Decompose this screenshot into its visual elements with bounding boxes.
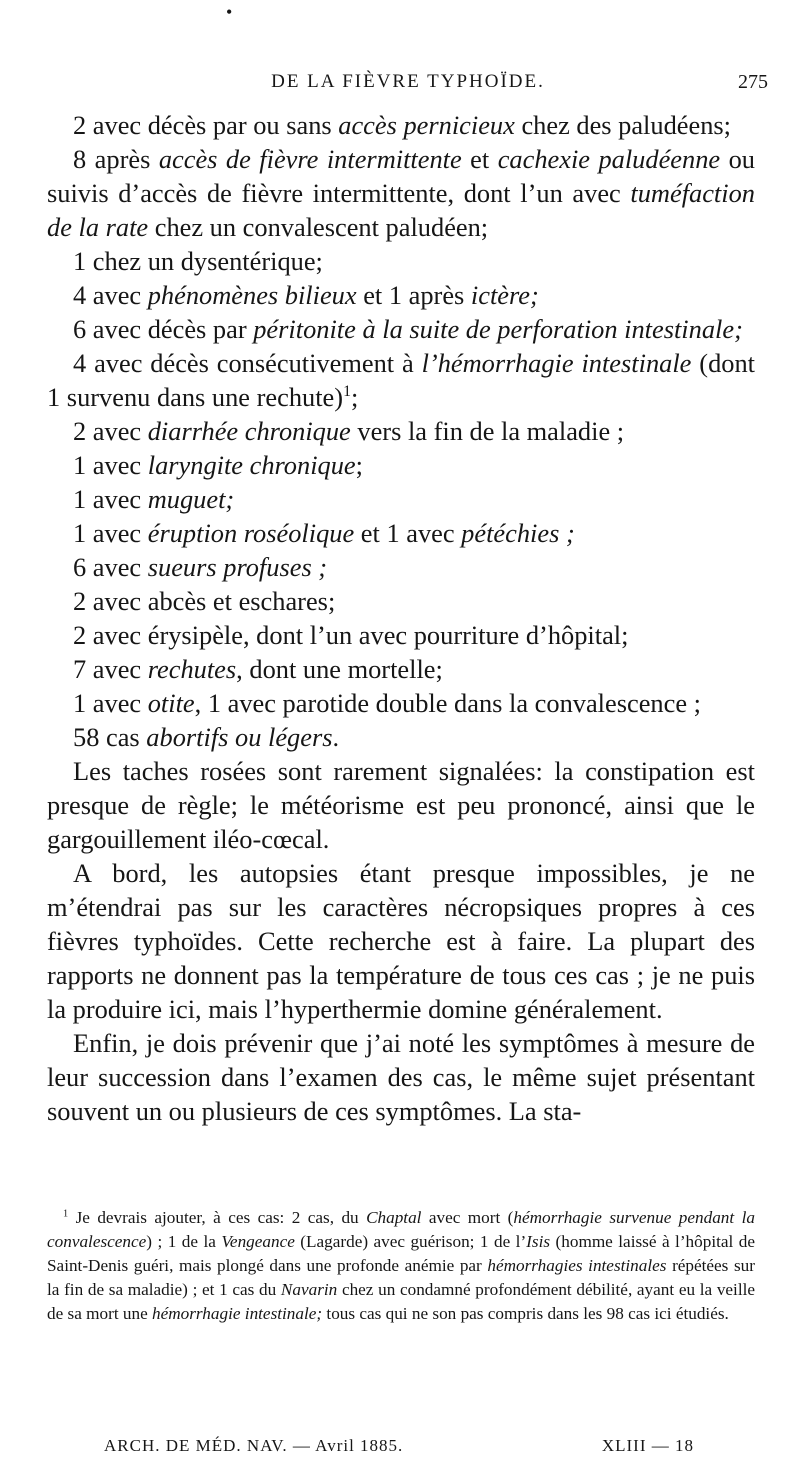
italic-text-run: laryngite chronique [147,450,356,480]
italic-text-run: otite [147,688,195,718]
list-item [47,142,755,244]
italic-text-run: péritonite à la suite de perforation intestinale; [253,314,743,344]
list-item [47,244,755,278]
list-item [47,550,755,584]
text-run: 2 avec [73,416,148,446]
italic-text-run: l’hémorrhagie intestinale [421,348,692,378]
italic-text-run: Chaptal [366,1208,422,1227]
text-run: et [461,144,498,174]
text-run: (dont 1 survenu dans une rechute) [47,348,755,412]
text-run: 1 avec [73,450,148,480]
text-run: chez un condamné profondément débilité, ayant eu la veille de sa mort une [47,1280,755,1323]
italic-text-run: phénomènes bilieux [147,280,357,310]
page-footer [104,1436,694,1460]
list-item [47,312,755,346]
text-run: 6 avec [73,552,148,582]
text-run: et 1 avec [354,518,462,548]
text-run: A bord, les autopsies étant presque impossibles, je ne m’étendrai pas sur les caractères nécropsiques propres à ces fièvres typhoïdes. Cette recherche est à faire. La plupart des rapports ne donnent pas la température de tous ces cas ; je ne puis la produire ici, mais l’hyperthermie domine généralement. [47,858,755,1024]
running-header [46,71,770,101]
text-run: 1 avec [73,484,148,514]
list-item [47,108,755,142]
italic-text-run: muguet; [147,484,235,514]
italic-text-run: tuméfaction de la rate [47,178,755,242]
text-run: 2 avec abcès et eschares; [73,586,336,616]
text-run: 2 avec décès par ou sans [73,110,339,140]
text-run: vers la fin de la maladie ; [350,416,625,446]
italic-text-run: sueurs profuses ; [147,552,328,582]
text-run: 2 avec érysipèle, dont l’un avec pourriture d’hôpital; [73,620,629,650]
text-run: , 1 avec parotide double dans la convalescence ; [194,688,701,718]
list-item [47,686,755,720]
italic-text-run: ictère; [470,280,539,310]
paragraph [47,856,755,1026]
italic-text-run: éruption roséolique [147,518,355,548]
text-run: 58 cas [73,722,147,752]
list-item [47,584,755,618]
list-item [47,516,755,550]
text-run: Enfin, je dois prévenir que j’ai noté les symptômes à mesure de leur succession dans l’examen des cas, le même sujet présentant souvent un ou plusieurs de ces symptômes. La sta- [47,1028,755,1126]
list-item [47,618,755,652]
text-run: chez un convalescent paludéen; [148,212,489,242]
paragraph [47,1026,755,1128]
italic-text-run: hémorrhagies intestinales [487,1256,667,1275]
text-run: 4 avec décès consécutivement à [73,348,422,378]
italic-text-run: hémorrhagie intestinale; [152,1304,323,1323]
printer-mark: • [226,2,233,22]
volume-signature: XLIII — 18 [601,1436,694,1455]
footnote-marker: 1 [63,1208,69,1220]
list-item [47,448,755,482]
list-item [47,720,755,754]
list-item [47,414,755,448]
text-run: 1 chez un dysentérique; [73,246,323,276]
list-item [47,652,755,686]
text-run: répétées sur la fin de sa maladie) ; et 1 cas du [47,1256,755,1299]
list-item [47,346,755,414]
body-paragraphs [47,754,755,1128]
italic-text-run: accès de fièvre intermittente [158,144,462,174]
italic-text-run: Vengeance [221,1232,295,1251]
text-run: 4 avec [73,280,148,310]
text-run: (Lagarde) avec guérison; 1 de l’ [294,1232,527,1251]
journal-reference: ARCH. DE MÉD. NAV. — Avril 1885. [104,1436,404,1455]
symptom-list [47,108,755,754]
text-run: Les taches rosées sont rarement signalées: la constipation est presque de règle; le météorisme est peu prononcé, ainsi que le gargouillement iléo-cœcal. [47,756,755,854]
italic-text-run: diarrhée chronique [147,416,351,446]
text-run: chez des paludéens; [514,110,732,140]
italic-text-run: accès pernicieux [338,110,515,140]
text-run: 6 avec décès par [73,314,254,344]
text-run: ; [350,382,359,412]
footnote-marker: 1 [343,383,351,401]
text-run: 1 avec [73,518,148,548]
italic-text-run: rechutes [147,654,237,684]
text-run: ) ; 1 de la [146,1232,222,1251]
text-run: ou suivis d’accès de fièvre intermittente, dont l’un avec [47,144,755,208]
list-item [47,482,755,516]
text-run: 7 avec [73,654,148,684]
text-run: avec mort ( [421,1208,514,1227]
italic-text-run: cachexie paludéenne [497,144,721,174]
body-text [47,108,755,1128]
text-run: , dont une mortelle; [236,654,443,684]
running-title: DE LA FIÈVRE TYPHOÏDE. [271,71,545,92]
text-run: 1 avec [73,688,148,718]
text-run: Je devrais ajouter, à ces cas: 2 cas, du [68,1208,367,1227]
text-run: 8 après [73,144,159,174]
text-run: tous cas qui ne son pas compris dans les 98 cas ici étudiés. [322,1304,729,1323]
italic-text-run: Isis [526,1232,551,1251]
italic-text-run: pétéchies ; [461,518,575,548]
text-run: ; [355,450,363,480]
text-run: (homme laissé à l’hôpital de Saint-Denis guéri, mais plongé dans une profonde anémie par [47,1232,755,1275]
footnote-1 [47,1206,755,1326]
list-item [47,278,755,312]
footnotes [47,1206,755,1326]
italic-text-run: Navarin [280,1280,338,1299]
text-run: . [332,722,340,752]
italic-text-run: abortifs ou légers [146,722,333,752]
page-number: 275 [738,71,768,93]
text-run: et 1 après [356,280,471,310]
paragraph [47,754,755,856]
italic-text-run: hémorrhagie survenue pendant la convalescence [47,1208,755,1251]
